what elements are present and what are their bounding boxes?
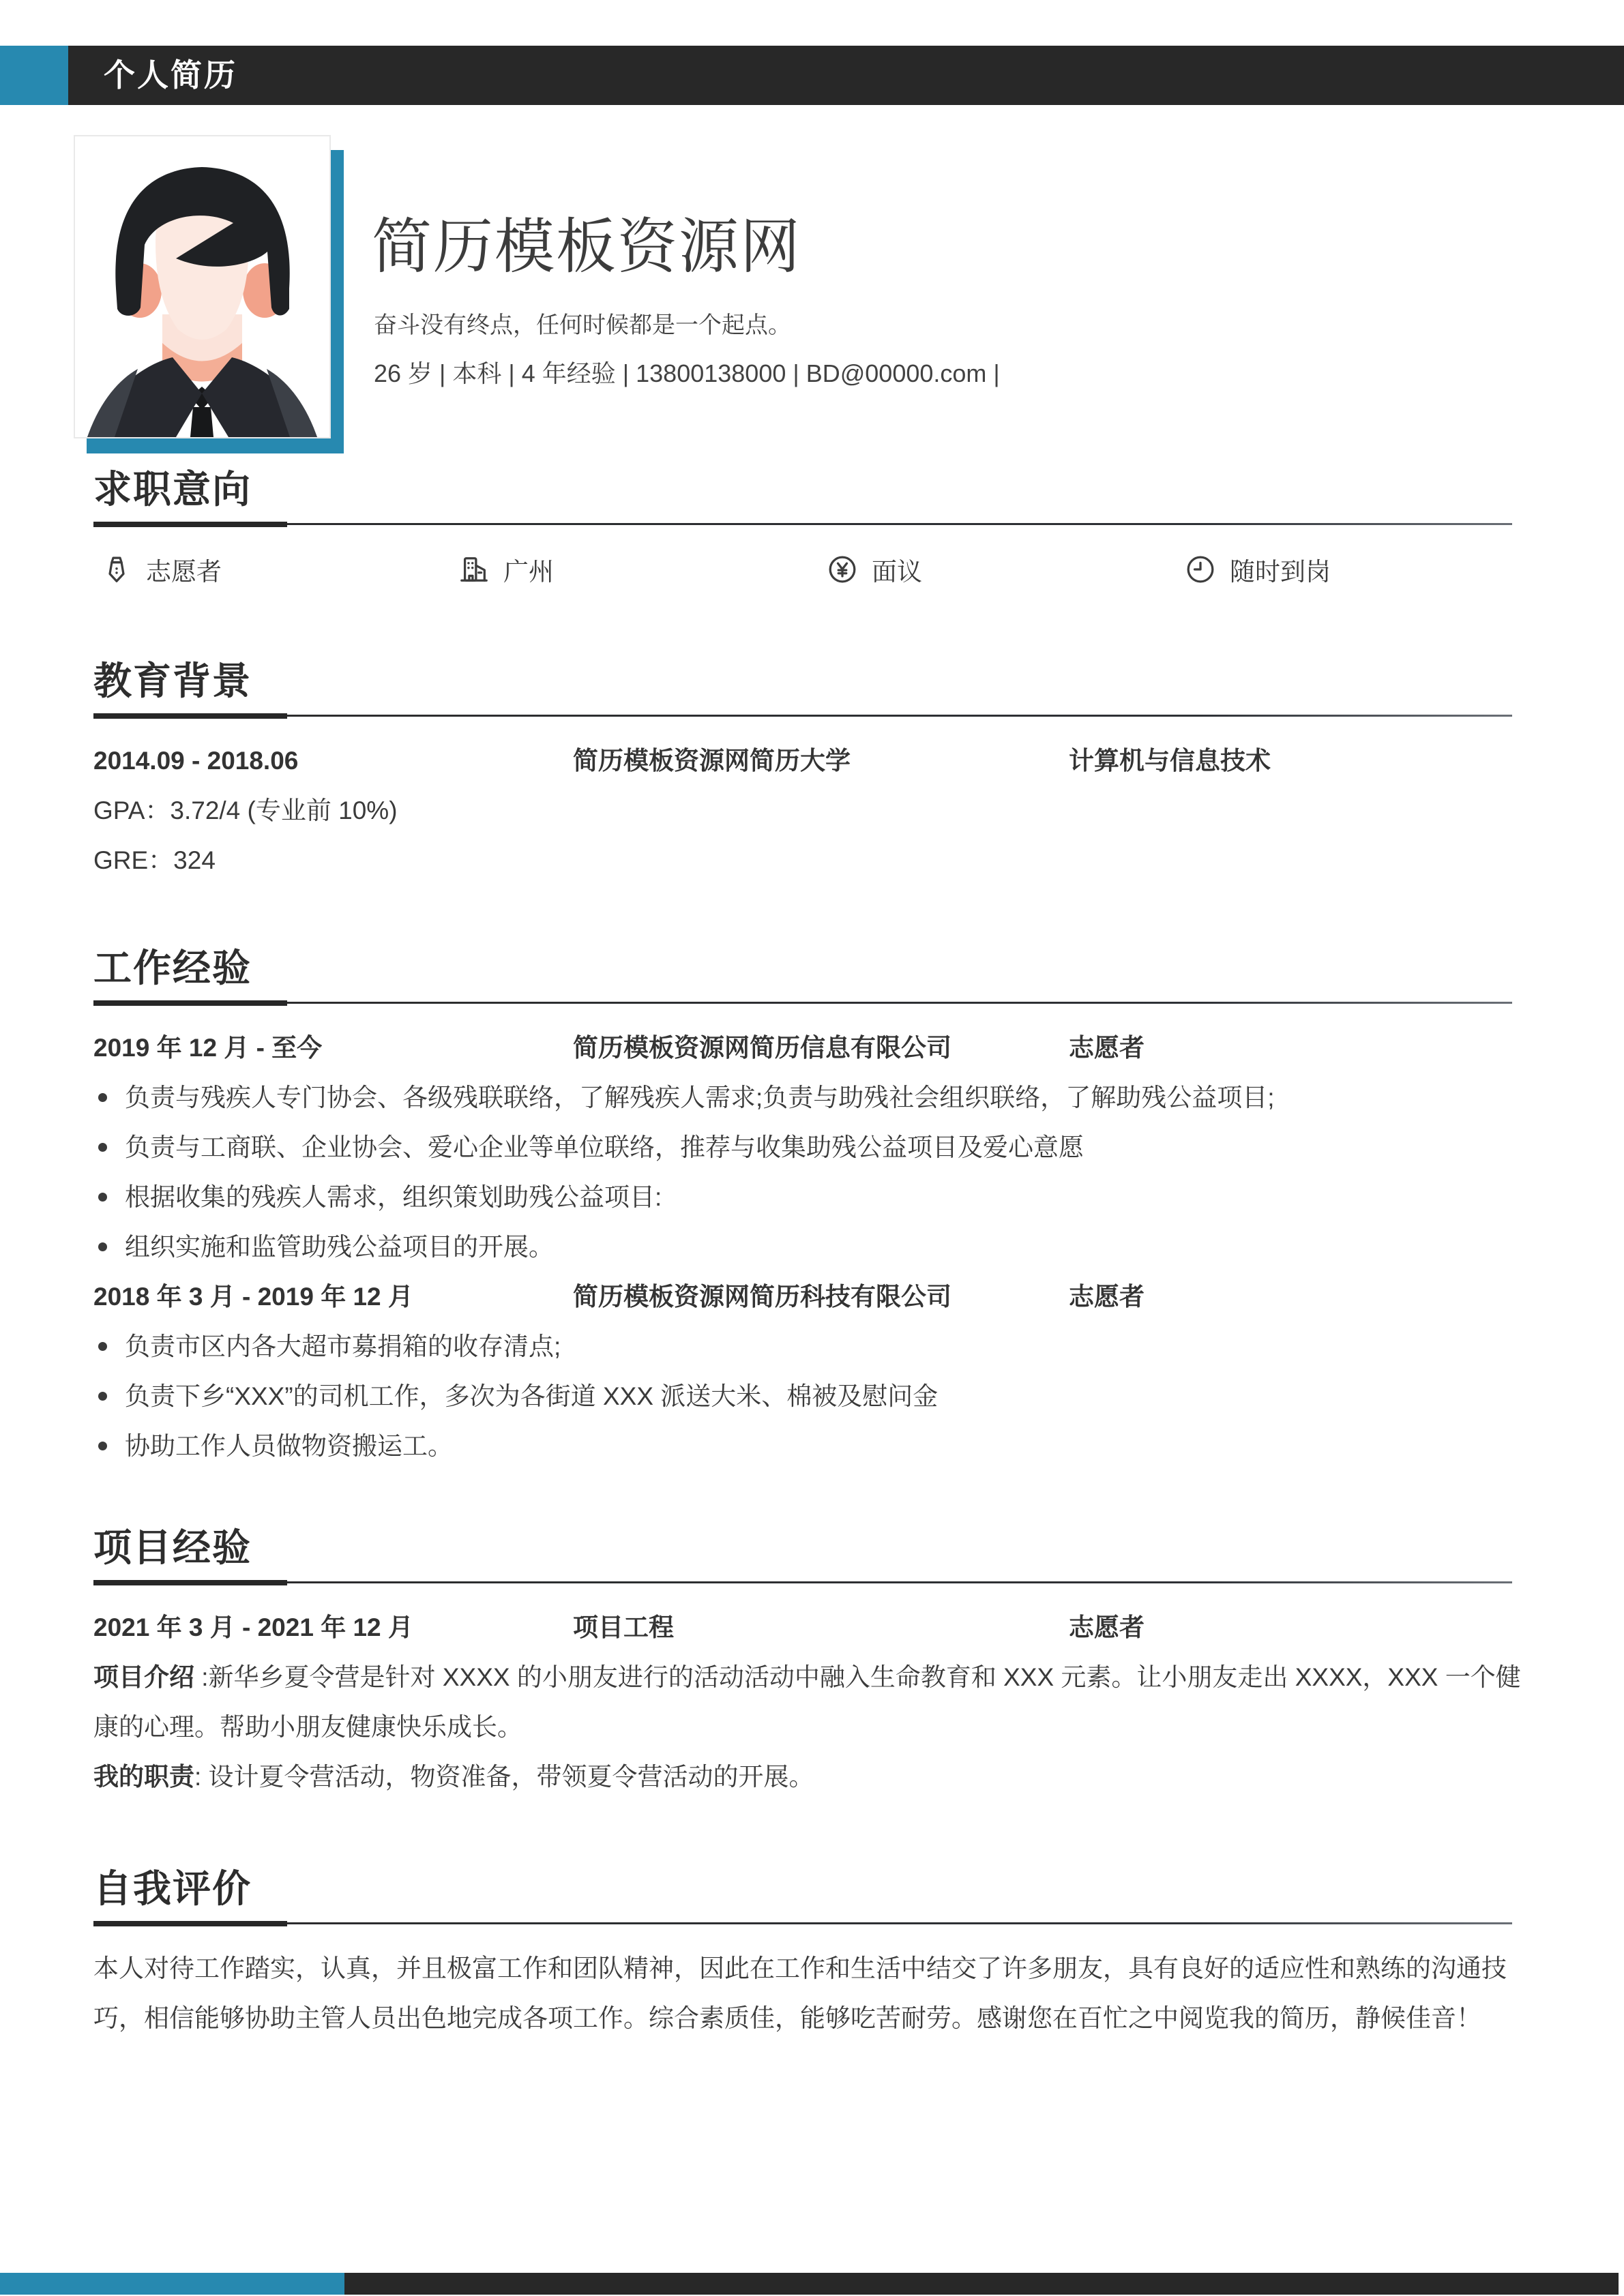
candidate-tagline: 奋斗没有终点，任何时候都是一个起点。	[374, 312, 791, 338]
top-header-bar	[0, 46, 1624, 105]
building-icon	[458, 554, 490, 585]
avatar-illustration	[75, 144, 329, 437]
section-divider	[93, 1921, 1531, 1926]
project-intro	[93, 1652, 1531, 1752]
project-role: 志愿者	[1069, 1613, 1145, 1641]
candidate-name: 简历模板资源网	[372, 213, 802, 280]
section-divider	[93, 1000, 1531, 1006]
job-period: 2019 年 12 月 - 至今	[93, 1034, 323, 1062]
job-company: 简历模板资源网简历信息有限公司	[573, 1034, 951, 1062]
intent-item-city	[458, 544, 554, 594]
section-job-intent	[93, 468, 1531, 594]
section-title: 自我评价	[93, 1867, 252, 1910]
section-self-evaluation	[93, 1867, 1531, 2043]
job-bullet: 负责与残疾人专门协会、各级残联联络，了解残疾人需求;负责与助残社会组织联络，了解助残公益项目;	[93, 1073, 1531, 1122]
job-bullet: 协助工作人员做物资搬运工。	[93, 1421, 1531, 1471]
section-education	[93, 659, 1531, 885]
project-header-row	[93, 1602, 1531, 1652]
job-bullet: 负责下乡“XXX”的司机工作，多次为各街道 XXX 派送大米、棉被及慰问金	[93, 1371, 1531, 1421]
project-duty-text: : 设计夏令营活动，物资准备，带领夏令营活动的开展。	[194, 1763, 814, 1791]
job-bullet: 负责与工商联、企业协会、爱心企业等单位联络，推荐与收集助残公益项目及爱心意愿	[93, 1122, 1531, 1172]
education-school: 简历模板资源网简历大学	[573, 747, 851, 775]
intent-item-availability	[1185, 544, 1331, 594]
education-major: 计算机与信息技术	[1069, 747, 1271, 775]
job-bullet: 根据收集的残疾人需求，组织策划助残公益项目:	[93, 1172, 1531, 1222]
section-title: 项目经验	[93, 1526, 252, 1569]
job-role: 志愿者	[1069, 1283, 1145, 1311]
tie-icon	[101, 554, 132, 585]
footer-accent-bar	[0, 2273, 344, 2295]
education-gpa: GPA：3.72/4 (专业前 10%)	[93, 796, 398, 824]
intent-item-position	[101, 544, 222, 594]
intent-items-row	[93, 544, 1531, 594]
footer-dark-bar	[344, 2273, 1619, 2295]
project-duty-label: 我的职责	[93, 1763, 194, 1791]
education-gre: GRE：324	[93, 846, 216, 874]
section-divider	[93, 713, 1531, 719]
header-accent-block	[0, 46, 68, 105]
section-title: 求职意向	[93, 468, 252, 511]
section-project-experience	[93, 1526, 1531, 1802]
section-work-experience	[93, 946, 1531, 1471]
clock-icon	[1185, 554, 1216, 585]
project-period: 2021 年 3 月 - 2021 年 12 月	[93, 1613, 413, 1641]
section-divider	[93, 522, 1531, 527]
job-bullet-list	[93, 1073, 1531, 1272]
section-title: 教育背景	[93, 659, 252, 702]
evaluation-text: 本人对待工作踏实，认真，并且极富工作和团队精神，因此在工作和生活中结交了许多朋友，具有良好的适应性和熟练的沟通技巧，相信能够协助主管人员出色地完成各项工作。综合素质佳，能够吃苦耐劳。感谢您在百忙之中阅览我的简历，静候佳音！	[93, 1954, 1507, 2032]
job-header-row	[93, 1272, 1531, 1322]
intent-item-salary	[827, 544, 922, 594]
project-name: 项目工程	[573, 1613, 674, 1641]
job-bullet: 负责市区内各大超市募捐箱的收存清点;	[93, 1322, 1531, 1371]
job-role: 志愿者	[1069, 1034, 1145, 1062]
intent-label: 随时到岗	[1230, 557, 1331, 586]
candidate-contact-line: 26 岁 | 本科 | 4 年经验 | 13800138000 | BD@00000.com |	[374, 359, 1000, 387]
job-period: 2018 年 3 月 - 2019 年 12 月	[93, 1283, 413, 1311]
intent-label: 广州	[503, 557, 554, 586]
project-duty	[93, 1752, 1531, 1802]
job-company: 简历模板资源网简历科技有限公司	[573, 1283, 951, 1311]
job-header-row	[93, 1023, 1531, 1073]
profile-photo	[74, 135, 331, 438]
project-intro-label: 项目介绍	[93, 1663, 194, 1691]
intent-label: 志愿者	[146, 557, 222, 586]
salary-icon	[827, 554, 858, 585]
section-title: 工作经验	[93, 946, 252, 989]
job-bullet-list	[93, 1322, 1531, 1471]
job-bullet: 组织实施和监管助残公益项目的开展。	[93, 1222, 1531, 1272]
document-title: 个人简历	[104, 57, 237, 93]
education-row	[93, 736, 1531, 786]
section-divider	[93, 1580, 1531, 1585]
project-intro-text: :新华乡夏令营是针对 XXXX 的小朋友进行的活动活动中融入生命教育和 XXX 元素。让小朋友走出 XXXX，XXX 一个健康的心理。帮助小朋友健康快乐成长。	[93, 1663, 1521, 1741]
intent-label: 面议	[872, 557, 922, 586]
education-period: 2014.09 - 2018.06	[93, 747, 299, 775]
